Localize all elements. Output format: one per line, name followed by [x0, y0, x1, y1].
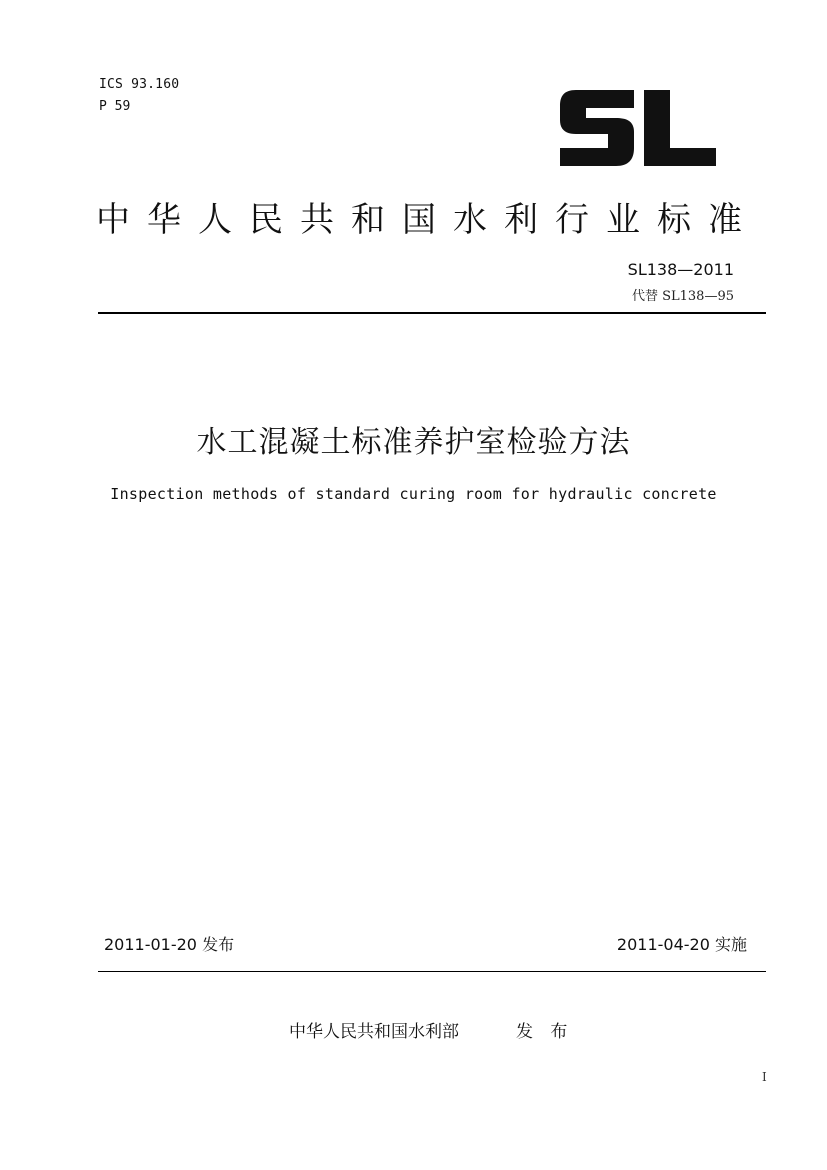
- replaces-standard: 代替 SL138—95: [631, 289, 734, 304]
- page-number: I: [762, 1070, 767, 1084]
- english-title: Inspection methods of standard curing room for hydraulic concrete: [110, 485, 717, 503]
- top-divider: [98, 312, 766, 314]
- p-code: P 59: [99, 99, 131, 114]
- issue-date: 2011-01-20 发布: [104, 935, 235, 954]
- implementation-date: 2011-04-20 实施: [616, 935, 747, 954]
- issuer-action: 发 布: [516, 1022, 574, 1042]
- bottom-divider: [98, 971, 766, 972]
- sl-logo: [558, 86, 718, 170]
- issuer-name: 中华人民共和国水利部: [289, 1022, 459, 1042]
- standard-number: SL138—2011: [627, 260, 734, 279]
- chinese-title: 水工混凝土标准养护室检验方法: [196, 425, 631, 460]
- standard-category-title: 中华人民共和国水利行业标准: [96, 200, 759, 240]
- ics-code: ICS 93.160: [99, 77, 180, 92]
